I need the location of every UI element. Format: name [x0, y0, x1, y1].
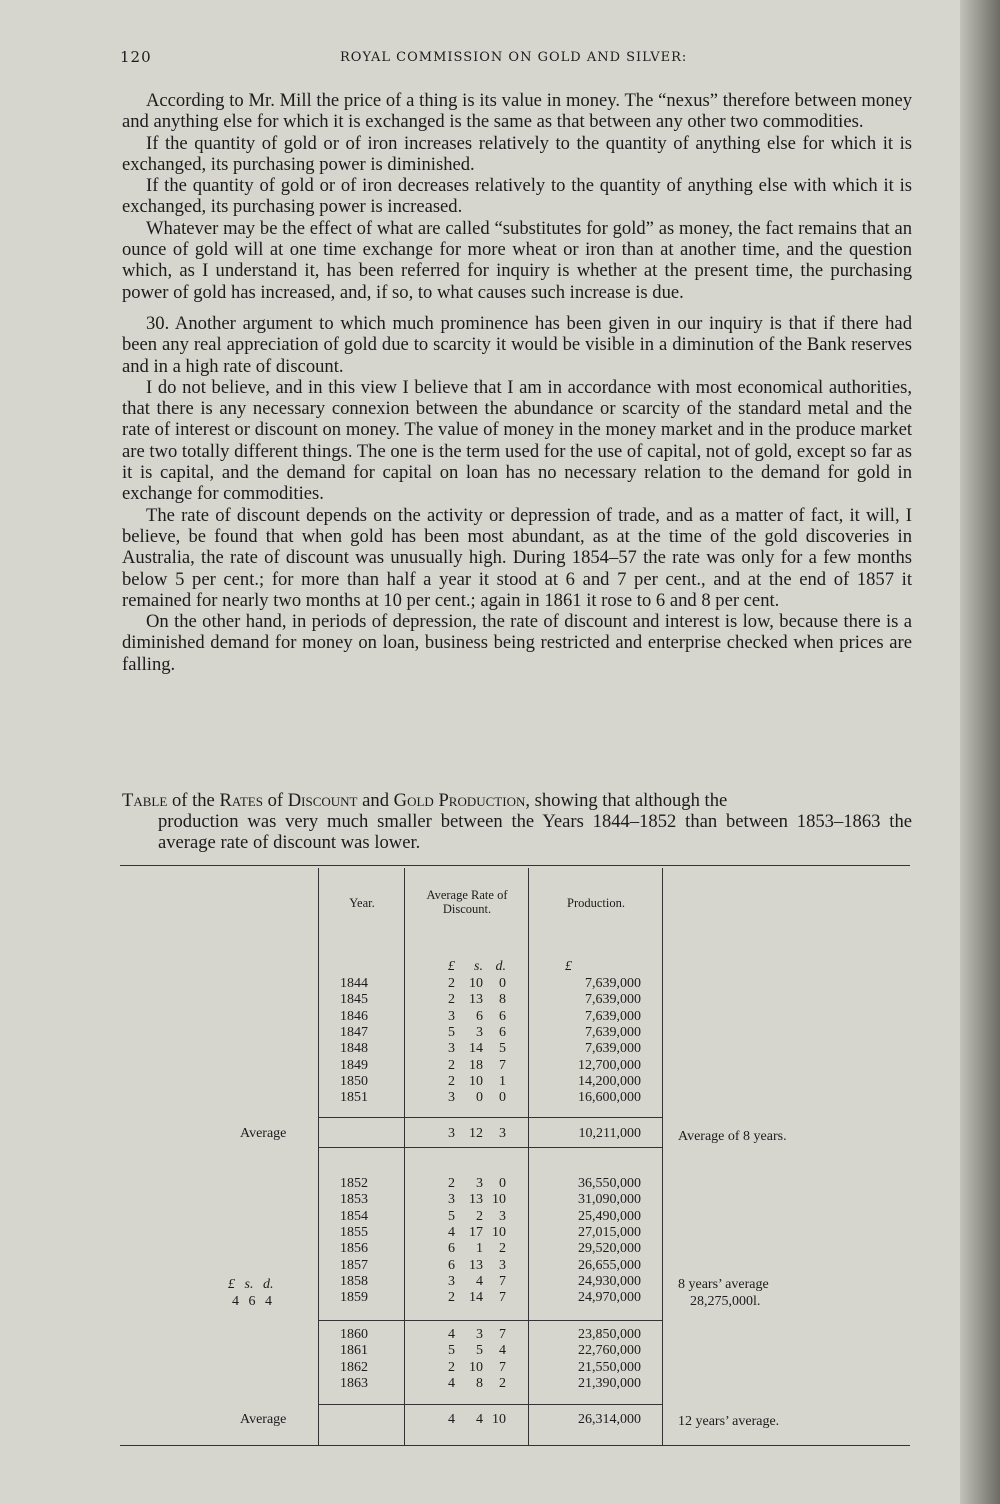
row-year: 1850 — [340, 1073, 368, 1089]
running-title: ROYAL COMMISSION ON GOLD AND SILVER: — [340, 50, 688, 65]
average-production: 26,314,000 — [578, 1412, 641, 1427]
caption-word: of the — [167, 790, 220, 811]
row-pounds: 2 — [448, 992, 455, 1008]
row-pounds: 4 — [448, 1224, 455, 1240]
row-production: 12,700,000 — [578, 1057, 641, 1073]
average-pence: 3 — [499, 1126, 506, 1141]
row-pence: 7 — [499, 1359, 506, 1375]
row-pounds: 3 — [448, 1090, 455, 1106]
paragraph: I do not believe, and in this view I believe that I am in accordance with most economical authorities, that there is any necessary connexion between the abundance or scarcity of the standard metal and the rate of interest or discount on money. The value of money in the money market and in the produce market are two totally different things. The one is the term used for the use of capital, not of gold, except so far as it is capital, and the demand for capital on loan has no necessary relation to the demand for gold in exchange for commodities. — [122, 376, 912, 505]
row-shillings: 13 — [469, 1257, 483, 1273]
row-shillings: 0 — [476, 1090, 483, 1106]
row-production: 36,550,000 — [578, 1176, 641, 1191]
column-divider — [318, 868, 319, 1445]
page-number: 120 — [120, 48, 152, 66]
average-pence: 10 — [492, 1412, 506, 1427]
body-text — [122, 90, 912, 675]
row-year: 1844 — [340, 976, 368, 991]
row-year: 1853 — [340, 1192, 368, 1208]
row-production: 7,639,000 — [585, 1024, 641, 1040]
row-production: 27,015,000 — [578, 1224, 641, 1240]
remark-8yr-value: 28,275,000l. — [690, 1294, 761, 1309]
row-production: 24,970,000 — [578, 1290, 641, 1306]
row-production: 7,639,000 — [585, 1041, 641, 1057]
paragraph: According to Mr. Mill the price of a thing is its value in money. The “nexus” therefore between money and anything else for which it is exchanged is the same as that between any other two commodities. — [122, 90, 912, 133]
header-production: Production. — [567, 896, 625, 910]
section-rule — [318, 1147, 662, 1148]
row-production: 31,090,000 — [578, 1192, 641, 1208]
row-production: 16,600,000 — [578, 1090, 641, 1106]
row-year: 1852 — [340, 1176, 368, 1191]
row-pounds: 2 — [448, 1359, 455, 1375]
row-year: 1846 — [340, 1008, 368, 1024]
row-year: 1858 — [340, 1273, 368, 1289]
row-shillings: 4 — [476, 1273, 483, 1289]
average-label: Average — [240, 1412, 287, 1427]
row-production: 25,490,000 — [578, 1208, 641, 1224]
section-rule — [318, 1404, 662, 1405]
average-production: 10,211,000 — [578, 1126, 641, 1141]
book-spine-shadow — [960, 0, 1000, 1504]
row-production: 23,850,000 — [578, 1327, 641, 1342]
row-production: 24,930,000 — [578, 1273, 641, 1289]
row-production: 22,760,000 — [578, 1343, 641, 1359]
row-pence: 0 — [499, 976, 506, 991]
row-year: 1863 — [340, 1375, 368, 1391]
caption-word: Gold Production — [393, 790, 526, 811]
column-divider — [528, 868, 529, 1445]
row-pence: 7 — [499, 1057, 506, 1073]
paragraph: If the quantity of gold or of iron increases relatively to the quantity of anything else for which it is exchanged, its purchasing power is diminished. — [122, 132, 912, 175]
paragraph: If the quantity of gold or of iron decreases relatively to the quantity of anything else with which it is exchanged, its purchasing power is increased. — [122, 175, 912, 218]
row-pence: 5 — [499, 1041, 506, 1057]
row-shillings: 10 — [469, 1073, 483, 1089]
row-shillings: 14 — [469, 1041, 483, 1057]
paragraph: 30. Another argument to which much prominence has been given in our inquiry is that if there had been any real appreciation of gold due to scarcity it would be visible in a diminution of the Bank reserves and in a high rate of discount. — [122, 312, 912, 377]
average-remark: Average of 8 years. — [678, 1129, 787, 1144]
row-shillings: 3 — [476, 1327, 483, 1342]
row-shillings: 10 — [469, 976, 483, 991]
row-pence: 3 — [499, 1257, 506, 1273]
row-shillings: 3 — [476, 1176, 483, 1191]
row-year: 1860 — [340, 1327, 368, 1342]
row-production: 21,390,000 — [578, 1375, 641, 1391]
row-shillings: 14 — [469, 1290, 483, 1306]
row-pounds: 3 — [448, 1041, 455, 1057]
row-shillings: 1 — [476, 1241, 483, 1257]
row-pounds: 4 — [448, 1327, 455, 1342]
average-remark: 12 years’ average. — [678, 1414, 780, 1429]
caption-word: Rates — [219, 790, 263, 811]
row-pounds: 4 — [448, 1375, 455, 1391]
caption-word: , showing that although the — [525, 790, 728, 811]
row-pounds: 3 — [448, 1192, 455, 1208]
column-divider — [404, 868, 405, 1445]
row-year: 1845 — [340, 992, 368, 1008]
row-year: 1857 — [340, 1257, 368, 1273]
row-shillings: 5 — [476, 1343, 483, 1359]
row-pence: 10 — [492, 1224, 506, 1240]
row-year: 1847 — [340, 1024, 368, 1040]
row-year: 1851 — [340, 1090, 368, 1106]
side-average-value: 4 6 4 — [232, 1294, 272, 1309]
row-pounds: 2 — [448, 1073, 455, 1089]
row-year: 1856 — [340, 1241, 368, 1257]
header-year: Year. — [349, 896, 375, 910]
row-pounds: 5 — [448, 1208, 455, 1224]
row-year: 1855 — [340, 1224, 368, 1240]
row-pounds: 6 — [448, 1241, 455, 1257]
row-pounds: 2 — [448, 976, 455, 991]
row-shillings: 10 — [469, 1359, 483, 1375]
row-pounds: 6 — [448, 1257, 455, 1273]
row-pence: 0 — [499, 1176, 506, 1191]
unit-production: £ — [565, 959, 572, 974]
row-year: 1859 — [340, 1290, 368, 1306]
row-pounds: 5 — [448, 1343, 455, 1359]
row-pence: 2 — [499, 1241, 506, 1257]
row-pounds: 2 — [448, 1057, 455, 1073]
row-production: 21,550,000 — [578, 1359, 641, 1375]
average-shillings: 4 — [476, 1412, 483, 1427]
row-shillings: 17 — [469, 1224, 483, 1240]
row-year: 1861 — [340, 1343, 368, 1359]
row-production: 14,200,000 — [578, 1073, 641, 1089]
average-pounds: 3 — [448, 1126, 455, 1141]
row-pounds: 2 — [448, 1176, 455, 1191]
row-pence: 6 — [499, 1008, 506, 1024]
row-pounds: 3 — [448, 1273, 455, 1289]
row-shillings: 18 — [469, 1057, 483, 1073]
row-pence: 1 — [499, 1073, 506, 1089]
row-pence: 3 — [499, 1208, 506, 1224]
row-shillings: 8 — [476, 1375, 483, 1391]
row-pence: 10 — [492, 1192, 506, 1208]
row-pence: 7 — [499, 1327, 506, 1342]
paragraph: The rate of discount depends on the activity or depression of trade, and as a matter of fact, it will, I believe, be found that when gold has been most abundant, as at the time of the gold discoveries in Australia, the rate of discount was unusually high. During 1854–57 the rate was only for a few months below 5 per cent.; for more than half a year it stood at 6 and 7 per cent., and at the end of 1857 it remained for nearly two months at 10 per cent.; again in 1861 it rose to 6 and 8 per cent. — [122, 504, 912, 611]
row-year: 1854 — [340, 1208, 368, 1224]
header-rate: Average Rate of Discount. — [426, 888, 508, 916]
row-year: 1849 — [340, 1057, 368, 1073]
row-pence: 7 — [499, 1273, 506, 1289]
caption-word: of — [262, 790, 288, 811]
section-rule — [318, 1320, 662, 1321]
row-production: 7,639,000 — [585, 992, 641, 1008]
column-divider — [662, 868, 663, 1445]
remark-8yr-average: 8 years’ average — [678, 1277, 769, 1292]
row-production: 7,639,000 — [585, 1008, 641, 1024]
row-pence: 7 — [499, 1290, 506, 1306]
page-header — [120, 48, 910, 72]
row-shillings: 13 — [469, 992, 483, 1008]
row-shillings: 3 — [476, 1024, 483, 1040]
row-shillings: 13 — [469, 1192, 483, 1208]
average-shillings: 12 — [469, 1126, 483, 1141]
row-pounds: 2 — [448, 1290, 455, 1306]
caption-word: Table — [122, 790, 168, 811]
paragraph: On the other hand, in periods of depression, the rate of discount and interest is low, because there is a diminished demand for money on loan, business being restricted and enterprise checked when prices are falling. — [122, 611, 912, 675]
section-rule — [318, 1117, 662, 1118]
average-label: Average — [240, 1126, 287, 1141]
row-shillings: 6 — [476, 1008, 483, 1024]
row-pounds: 5 — [448, 1024, 455, 1040]
row-production: 26,655,000 — [578, 1257, 641, 1273]
row-pounds: 3 — [448, 1008, 455, 1024]
table-caption — [122, 790, 912, 853]
row-pence: 6 — [499, 1024, 506, 1040]
row-production: 29,520,000 — [578, 1241, 641, 1257]
side-units: £ s. d. — [228, 1277, 274, 1292]
unit-pence: d. — [495, 959, 506, 974]
row-year: 1862 — [340, 1359, 368, 1375]
paragraph: Whatever may be the effect of what are called “substitutes for gold” as money, the fact remains that an ounce of gold will at one time exchange for more wheat or iron than at another time, and the question which, as I understand it, has been referred for inquiry is whether at the present time, the purchasing power of gold has increased, and, if so, to what causes such increase is due. — [122, 217, 912, 303]
row-pence: 0 — [499, 1090, 506, 1106]
row-pence: 2 — [499, 1375, 506, 1391]
caption-word: and — [357, 790, 394, 811]
row-pence: 4 — [499, 1343, 506, 1359]
caption-word: Discount — [287, 790, 358, 811]
table-top-rule — [120, 865, 910, 866]
table-bottom-rule — [120, 1445, 910, 1446]
row-year: 1848 — [340, 1041, 368, 1057]
average-pounds: 4 — [448, 1412, 455, 1427]
unit-pounds: £ — [448, 959, 455, 974]
unit-shillings: s. — [474, 959, 483, 974]
caption-line-2: production was very much smaller between the Years 1844–1852 than between 1853–1863 the average rate of discount was lower. — [158, 811, 912, 853]
row-pence: 8 — [499, 992, 506, 1008]
row-shillings: 2 — [476, 1208, 483, 1224]
row-production: 7,639,000 — [585, 976, 641, 991]
